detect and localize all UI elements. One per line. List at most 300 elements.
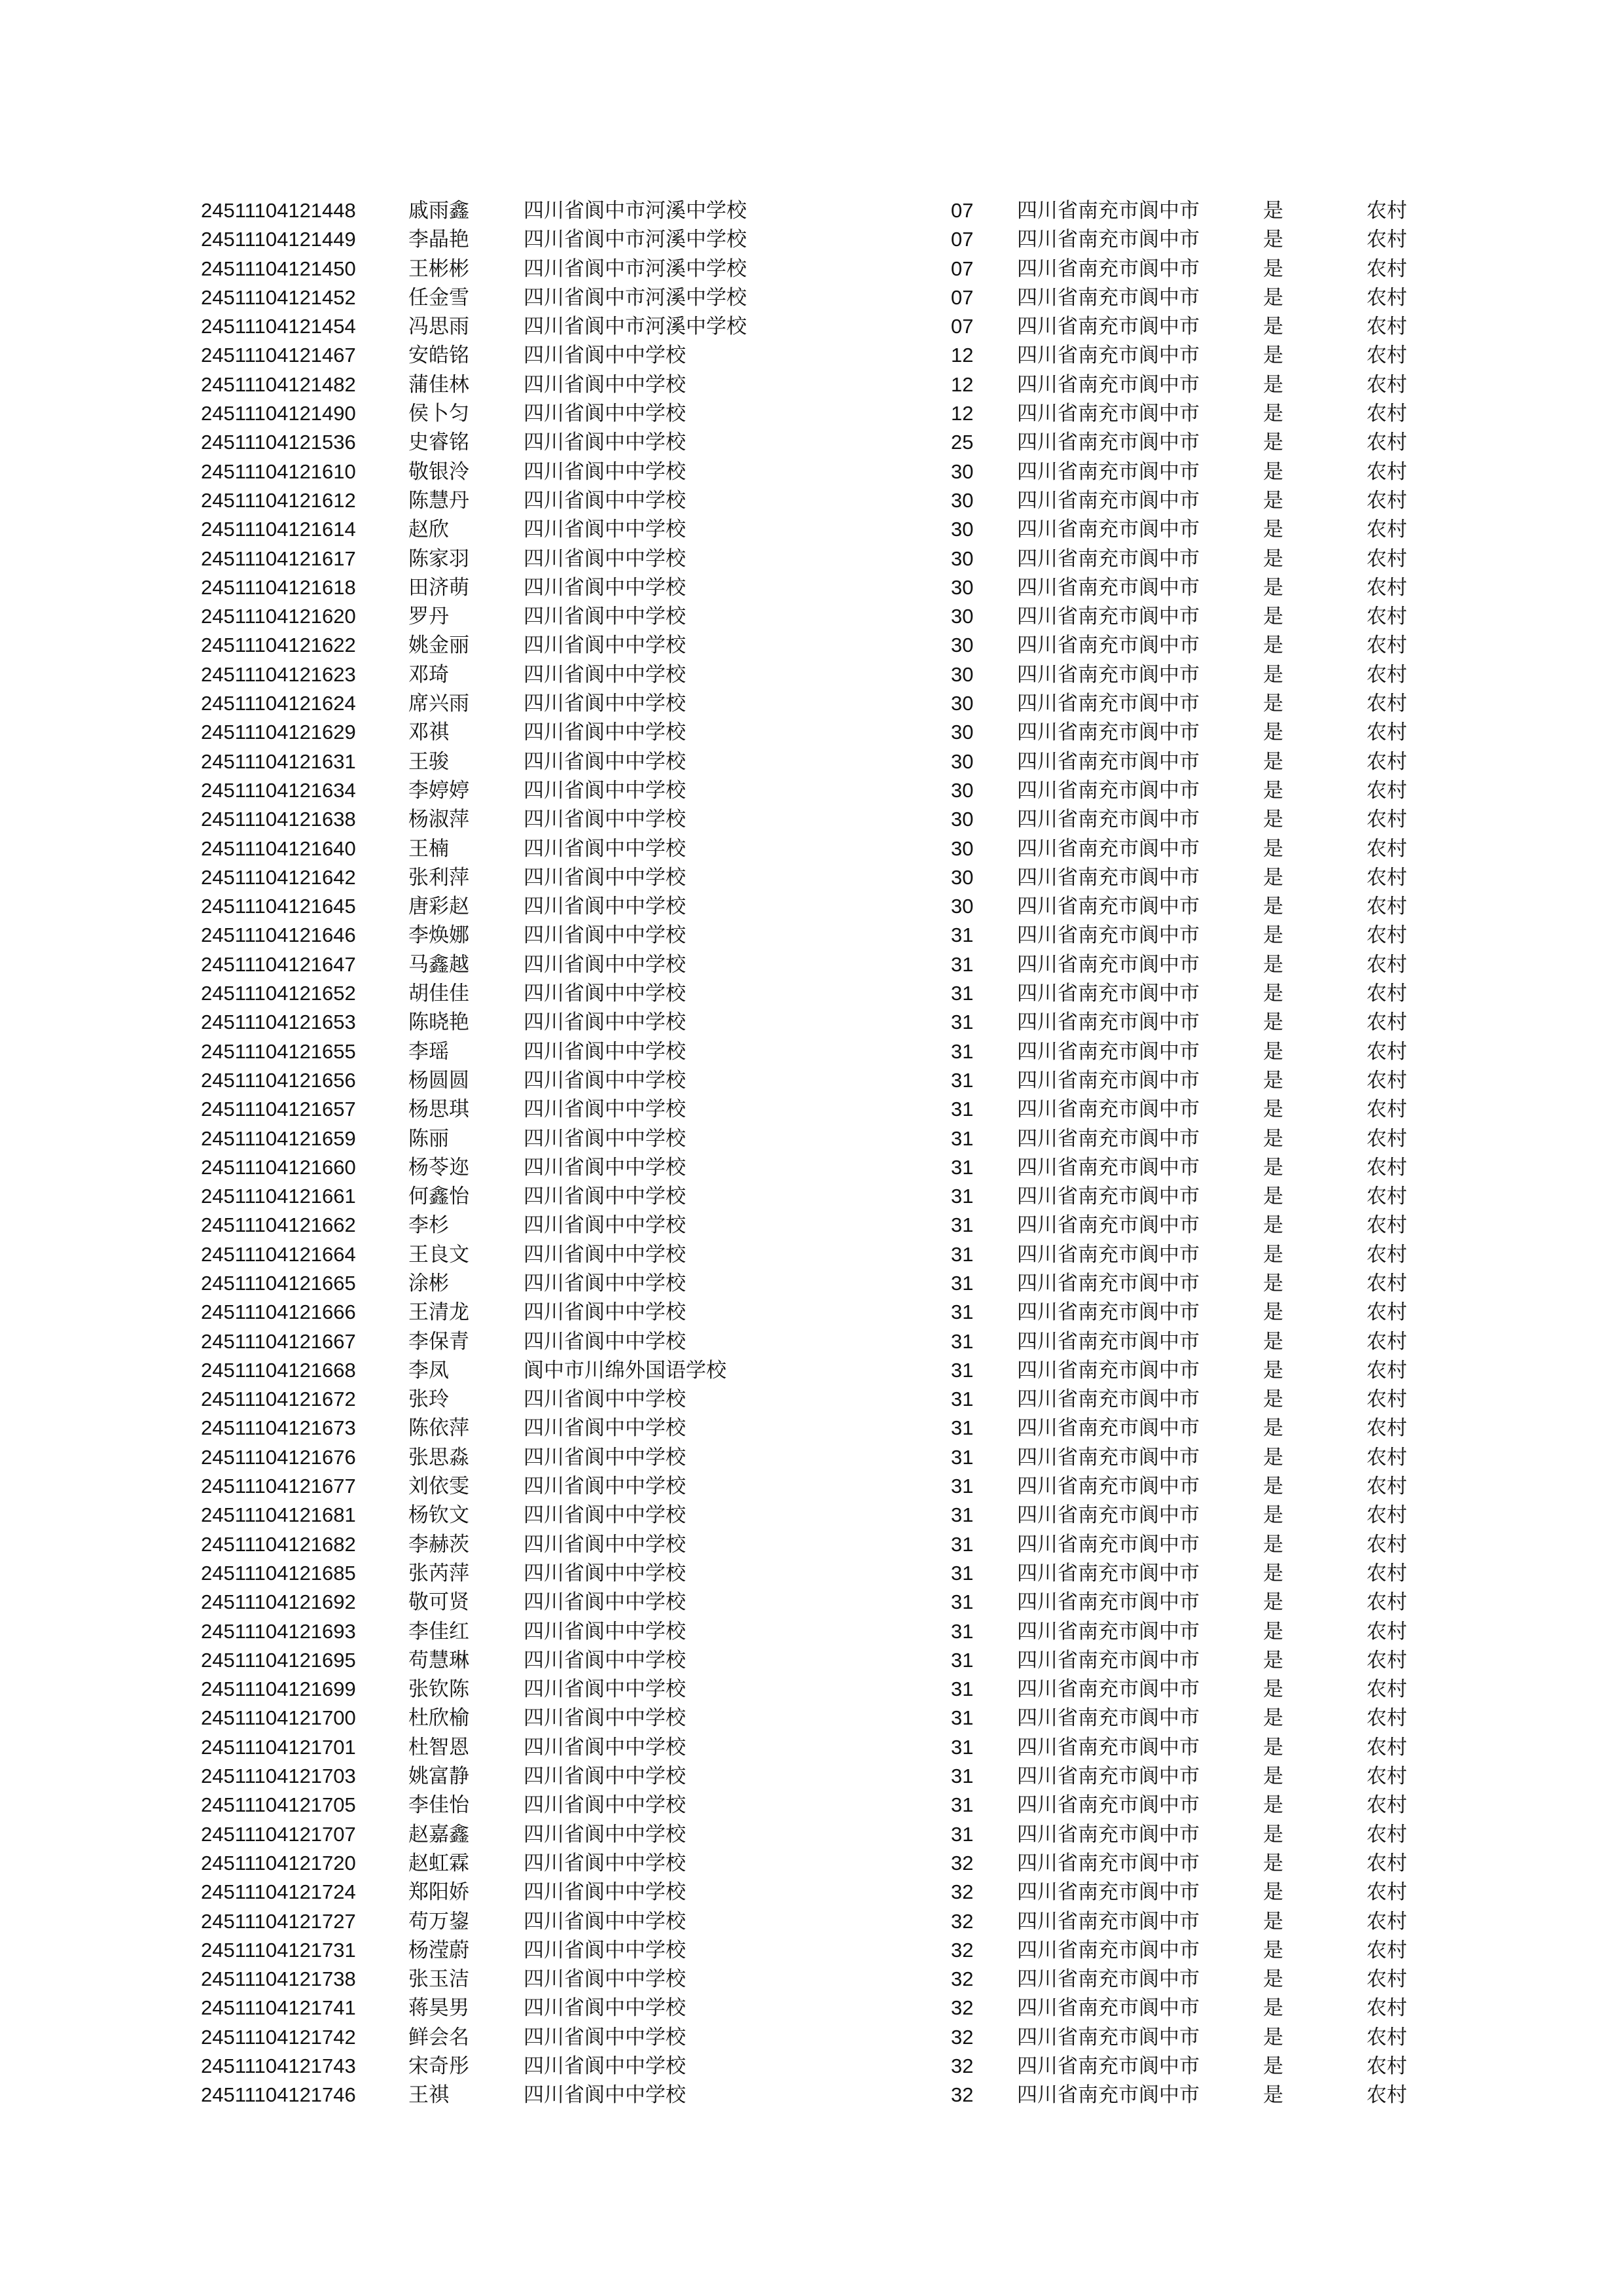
class-number: 31 bbox=[951, 1242, 974, 1266]
table-row bbox=[0, 1269, 1623, 1298]
student-name: 张利萍 bbox=[408, 865, 469, 889]
eligibility-flag: 是 bbox=[1263, 692, 1283, 716]
class-number: 31 bbox=[951, 1213, 974, 1237]
table-row bbox=[0, 515, 1623, 544]
class-number: 30 bbox=[951, 865, 974, 889]
class-number: 31 bbox=[951, 1416, 974, 1440]
region: 四川省南充市阆中市 bbox=[1017, 344, 1200, 368]
region: 四川省南充市阆中市 bbox=[1017, 285, 1200, 310]
student-name: 史睿铭 bbox=[408, 431, 469, 455]
student-name: 杨圆圆 bbox=[408, 1068, 469, 1092]
table-row bbox=[0, 1994, 1623, 2022]
student-name: 姚金丽 bbox=[408, 634, 469, 658]
eligibility-flag: 是 bbox=[1263, 721, 1283, 745]
region: 四川省南充市阆中市 bbox=[1017, 402, 1200, 426]
region: 四川省南充市阆中市 bbox=[1017, 1822, 1200, 1846]
table-row bbox=[0, 1762, 1623, 1791]
household-type: 农村 bbox=[1366, 1880, 1407, 1905]
region: 四川省南充市阆中市 bbox=[1017, 372, 1200, 397]
exam-id: 24511104121640 bbox=[201, 836, 356, 860]
class-number: 31 bbox=[951, 1532, 974, 1556]
class-number: 07 bbox=[951, 257, 974, 280]
region: 四川省南充市阆中市 bbox=[1017, 1039, 1200, 1064]
exam-id: 24511104121490 bbox=[201, 402, 356, 425]
eligibility-flag: 是 bbox=[1263, 1706, 1283, 1731]
eligibility-flag: 是 bbox=[1263, 1735, 1283, 1759]
region: 四川省南充市阆中市 bbox=[1017, 1532, 1200, 1556]
student-name: 宋奇彤 bbox=[408, 2054, 469, 2078]
household-type: 农村 bbox=[1366, 1213, 1407, 1238]
table-row bbox=[0, 863, 1623, 892]
class-number: 31 bbox=[951, 1590, 974, 1614]
eligibility-flag: 是 bbox=[1263, 2083, 1283, 2108]
class-number: 31 bbox=[951, 1329, 974, 1353]
exam-id: 24511104121657 bbox=[201, 1098, 356, 1121]
household-type: 农村 bbox=[1366, 1416, 1407, 1441]
table-row bbox=[0, 370, 1623, 399]
class-number: 32 bbox=[951, 1851, 974, 1874]
household-type: 农村 bbox=[1366, 1098, 1407, 1122]
exam-id: 24511104121623 bbox=[201, 662, 356, 686]
exam-id: 24511104121681 bbox=[201, 1503, 356, 1527]
household-type: 农村 bbox=[1366, 692, 1407, 716]
school-name: 四川省阆中市河溪中学校 bbox=[524, 199, 747, 223]
household-type: 农村 bbox=[1366, 1532, 1407, 1556]
student-name: 马鑫越 bbox=[408, 952, 469, 977]
student-name: 杨思琪 bbox=[408, 1098, 469, 1122]
exam-id: 24511104121731 bbox=[201, 1938, 356, 1962]
student-name: 李杉 bbox=[408, 1213, 449, 1238]
class-number: 31 bbox=[951, 1358, 974, 1382]
exam-id: 24511104121610 bbox=[201, 459, 356, 483]
household-type: 农村 bbox=[1366, 836, 1407, 861]
student-list bbox=[0, 196, 1623, 2110]
table-row bbox=[0, 1124, 1623, 1153]
class-number: 07 bbox=[951, 199, 974, 222]
eligibility-flag: 是 bbox=[1263, 1996, 1283, 2020]
class-number: 30 bbox=[951, 662, 974, 686]
table-row bbox=[0, 1588, 1623, 1617]
class-number: 31 bbox=[951, 1706, 974, 1730]
student-name: 张思淼 bbox=[408, 1445, 469, 1469]
household-type: 农村 bbox=[1366, 1590, 1407, 1615]
region: 四川省南充市阆中市 bbox=[1017, 2083, 1200, 2108]
class-number: 31 bbox=[951, 952, 974, 976]
region: 四川省南充市阆中市 bbox=[1017, 1242, 1200, 1266]
school-name: 四川省阆中中学校 bbox=[524, 1996, 686, 2020]
student-name: 任金雪 bbox=[408, 285, 469, 310]
class-number: 32 bbox=[951, 1967, 974, 1991]
school-name: 四川省阆中中学校 bbox=[524, 1329, 686, 1354]
table-row bbox=[0, 892, 1623, 921]
exam-id: 24511104121622 bbox=[201, 634, 356, 657]
class-number: 31 bbox=[951, 1011, 974, 1034]
school-name: 四川省阆中市河溪中学校 bbox=[524, 228, 747, 252]
eligibility-flag: 是 bbox=[1263, 1765, 1283, 1789]
school-name: 四川省阆中中学校 bbox=[524, 1561, 686, 1585]
exam-id: 24511104121645 bbox=[201, 895, 356, 918]
household-type: 农村 bbox=[1366, 1822, 1407, 1846]
eligibility-flag: 是 bbox=[1263, 749, 1283, 774]
exam-id: 24511104121620 bbox=[201, 605, 356, 628]
table-row bbox=[0, 399, 1623, 428]
school-name: 四川省阆中中学校 bbox=[524, 1735, 686, 1759]
table-row bbox=[0, 545, 1623, 573]
eligibility-flag: 是 bbox=[1263, 1503, 1283, 1528]
school-name: 四川省阆中中学校 bbox=[524, 1185, 686, 1209]
region: 四川省南充市阆中市 bbox=[1017, 431, 1200, 455]
eligibility-flag: 是 bbox=[1263, 575, 1283, 600]
exam-id: 24511104121449 bbox=[201, 228, 356, 251]
student-name: 陈依萍 bbox=[408, 1416, 469, 1441]
student-name: 赵虹霖 bbox=[408, 1851, 469, 1875]
school-name: 四川省阆中中学校 bbox=[524, 1011, 686, 1035]
exam-id: 24511104121662 bbox=[201, 1213, 356, 1237]
student-name: 陈家羽 bbox=[408, 547, 469, 571]
table-row bbox=[0, 1559, 1623, 1588]
eligibility-flag: 是 bbox=[1263, 1126, 1283, 1151]
class-number: 31 bbox=[951, 1735, 974, 1759]
table-row bbox=[0, 1066, 1623, 1095]
class-number: 30 bbox=[951, 547, 974, 570]
eligibility-flag: 是 bbox=[1263, 1967, 1283, 1992]
class-number: 32 bbox=[951, 1938, 974, 1962]
eligibility-flag: 是 bbox=[1263, 518, 1283, 542]
student-name: 蒋昊男 bbox=[408, 1996, 469, 2020]
class-number: 31 bbox=[951, 1677, 974, 1701]
class-number: 31 bbox=[951, 1039, 974, 1063]
class-number: 30 bbox=[951, 605, 974, 628]
eligibility-flag: 是 bbox=[1263, 1185, 1283, 1209]
eligibility-flag: 是 bbox=[1263, 1475, 1283, 1499]
table-row bbox=[0, 1791, 1623, 1820]
exam-id: 24511104121699 bbox=[201, 1677, 356, 1701]
household-type: 农村 bbox=[1366, 721, 1407, 745]
exam-id: 24511104121646 bbox=[201, 924, 356, 947]
exam-id: 24511104121652 bbox=[201, 982, 356, 1005]
eligibility-flag: 是 bbox=[1263, 1880, 1283, 1905]
eligibility-flag: 是 bbox=[1263, 1677, 1283, 1702]
household-type: 农村 bbox=[1366, 1996, 1407, 2020]
class-number: 31 bbox=[951, 1445, 974, 1469]
school-name: 四川省阆中中学校 bbox=[524, 402, 686, 426]
table-row bbox=[0, 1907, 1623, 1936]
student-name: 王清龙 bbox=[408, 1300, 469, 1325]
household-type: 农村 bbox=[1366, 1851, 1407, 1875]
eligibility-flag: 是 bbox=[1263, 808, 1283, 832]
school-name: 四川省阆中中学校 bbox=[524, 1213, 686, 1238]
region: 四川省南充市阆中市 bbox=[1017, 662, 1200, 687]
eligibility-flag: 是 bbox=[1263, 431, 1283, 455]
exam-id: 24511104121742 bbox=[201, 2025, 356, 2049]
household-type: 农村 bbox=[1366, 1648, 1407, 1672]
household-type: 农村 bbox=[1366, 344, 1407, 368]
eligibility-flag: 是 bbox=[1263, 1213, 1283, 1238]
household-type: 农村 bbox=[1366, 285, 1407, 310]
student-name: 王彬彬 bbox=[408, 257, 469, 281]
region: 四川省南充市阆中市 bbox=[1017, 1735, 1200, 1759]
table-row bbox=[0, 573, 1623, 602]
eligibility-flag: 是 bbox=[1263, 315, 1283, 339]
household-type: 农村 bbox=[1366, 1155, 1407, 1179]
table-row bbox=[0, 1936, 1623, 1965]
exam-id: 24511104121454 bbox=[201, 315, 356, 338]
region: 四川省南充市阆中市 bbox=[1017, 1967, 1200, 1992]
table-row bbox=[0, 457, 1623, 486]
class-number: 30 bbox=[951, 488, 974, 512]
table-row bbox=[0, 1008, 1623, 1037]
region: 四川省南充市阆中市 bbox=[1017, 1619, 1200, 1643]
table-row bbox=[0, 312, 1623, 341]
region: 四川省南充市阆中市 bbox=[1017, 1851, 1200, 1875]
exam-id: 24511104121743 bbox=[201, 2054, 356, 2077]
table-row bbox=[0, 1414, 1623, 1443]
student-name: 杜欣榆 bbox=[408, 1706, 469, 1731]
school-name: 四川省阆中中学校 bbox=[524, 1475, 686, 1499]
household-type: 农村 bbox=[1366, 2083, 1407, 2108]
class-number: 31 bbox=[951, 1475, 974, 1498]
class-number: 25 bbox=[951, 431, 974, 454]
school-name: 四川省阆中中学校 bbox=[524, 808, 686, 832]
student-name: 张玲 bbox=[408, 1388, 449, 1412]
household-type: 农村 bbox=[1366, 865, 1407, 889]
region: 四川省南充市阆中市 bbox=[1017, 315, 1200, 339]
student-name: 陈丽 bbox=[408, 1126, 449, 1151]
household-type: 农村 bbox=[1366, 459, 1407, 484]
class-number: 30 bbox=[951, 692, 974, 715]
household-type: 农村 bbox=[1366, 1388, 1407, 1412]
table-row bbox=[0, 341, 1623, 370]
student-name: 苟慧琳 bbox=[408, 1648, 469, 1672]
table-row bbox=[0, 1646, 1623, 1675]
class-number: 30 bbox=[951, 518, 974, 541]
region: 四川省南充市阆中市 bbox=[1017, 1765, 1200, 1789]
exam-id: 24511104121701 bbox=[201, 1735, 356, 1759]
eligibility-flag: 是 bbox=[1263, 1590, 1283, 1615]
exam-id: 24511104121673 bbox=[201, 1416, 356, 1440]
school-name: 四川省阆中中学校 bbox=[524, 1388, 686, 1412]
class-number: 30 bbox=[951, 721, 974, 744]
class-number: 32 bbox=[951, 2054, 974, 2077]
exam-id: 24511104121724 bbox=[201, 1880, 356, 1904]
household-type: 农村 bbox=[1366, 488, 1407, 512]
region: 四川省南充市阆中市 bbox=[1017, 836, 1200, 861]
household-type: 农村 bbox=[1366, 1358, 1407, 1382]
student-name: 李凤 bbox=[408, 1358, 449, 1382]
table-row bbox=[0, 689, 1623, 718]
region: 四川省南充市阆中市 bbox=[1017, 1300, 1200, 1325]
school-name: 四川省阆中中学校 bbox=[524, 1068, 686, 1092]
school-name: 四川省阆中中学校 bbox=[524, 344, 686, 368]
student-name: 王祺 bbox=[408, 2083, 449, 2108]
household-type: 农村 bbox=[1366, 1185, 1407, 1209]
student-name: 郑阳娇 bbox=[408, 1880, 469, 1905]
household-type: 农村 bbox=[1366, 1706, 1407, 1731]
school-name: 四川省阆中中学校 bbox=[524, 895, 686, 919]
household-type: 农村 bbox=[1366, 228, 1407, 252]
school-name: 四川省阆中中学校 bbox=[524, 1706, 686, 1731]
exam-id: 24511104121727 bbox=[201, 1909, 356, 1933]
household-type: 农村 bbox=[1366, 778, 1407, 802]
household-type: 农村 bbox=[1366, 1126, 1407, 1151]
school-name: 四川省阆中中学校 bbox=[524, 1445, 686, 1469]
school-name: 四川省阆中中学校 bbox=[524, 982, 686, 1006]
region: 四川省南充市阆中市 bbox=[1017, 575, 1200, 600]
household-type: 农村 bbox=[1366, 1938, 1407, 1962]
class-number: 32 bbox=[951, 1880, 974, 1904]
table-row bbox=[0, 428, 1623, 457]
class-number: 32 bbox=[951, 1996, 974, 2020]
class-number: 31 bbox=[951, 1271, 974, 1295]
student-name: 杨苓迩 bbox=[408, 1155, 469, 1179]
school-name: 四川省阆中中学校 bbox=[524, 2025, 686, 2049]
student-name: 冯思雨 bbox=[408, 315, 469, 339]
household-type: 农村 bbox=[1366, 1677, 1407, 1702]
student-name: 敬可贤 bbox=[408, 1590, 469, 1615]
class-number: 30 bbox=[951, 778, 974, 802]
household-type: 农村 bbox=[1366, 1909, 1407, 1933]
class-number: 12 bbox=[951, 402, 974, 425]
school-name: 四川省阆中中学校 bbox=[524, 1822, 686, 1846]
exam-id: 24511104121661 bbox=[201, 1185, 356, 1208]
table-row bbox=[0, 1733, 1623, 1762]
exam-id: 24511104121666 bbox=[201, 1300, 356, 1324]
student-name: 王骏 bbox=[408, 749, 449, 774]
class-number: 31 bbox=[951, 1098, 974, 1121]
household-type: 农村 bbox=[1366, 1967, 1407, 1992]
student-name: 罗丹 bbox=[408, 605, 449, 629]
exam-id: 24511104121482 bbox=[201, 372, 356, 396]
household-type: 农村 bbox=[1366, 895, 1407, 919]
table-row bbox=[0, 1356, 1623, 1385]
table-row bbox=[0, 1182, 1623, 1211]
region: 四川省南充市阆中市 bbox=[1017, 1677, 1200, 1702]
school-name: 四川省阆中中学校 bbox=[524, 634, 686, 658]
exam-id: 24511104121677 bbox=[201, 1475, 356, 1498]
school-name: 四川省阆中中学校 bbox=[524, 1155, 686, 1179]
region: 四川省南充市阆中市 bbox=[1017, 895, 1200, 919]
table-row bbox=[0, 776, 1623, 805]
school-name: 四川省阆中中学校 bbox=[524, 1098, 686, 1122]
class-number: 32 bbox=[951, 2025, 974, 2049]
class-number: 31 bbox=[951, 1793, 974, 1817]
eligibility-flag: 是 bbox=[1263, 1938, 1283, 1962]
exam-id: 24511104121676 bbox=[201, 1445, 356, 1469]
student-name: 鲜会名 bbox=[408, 2025, 469, 2049]
table-row bbox=[0, 1704, 1623, 1732]
household-type: 农村 bbox=[1366, 2025, 1407, 2049]
school-name: 四川省阆中中学校 bbox=[524, 575, 686, 600]
school-name: 四川省阆中中学校 bbox=[524, 1300, 686, 1325]
school-name: 四川省阆中中学校 bbox=[524, 1793, 686, 1818]
region: 四川省南充市阆中市 bbox=[1017, 199, 1200, 223]
exam-id: 24511104121536 bbox=[201, 431, 356, 454]
class-number: 31 bbox=[951, 1822, 974, 1846]
region: 四川省南充市阆中市 bbox=[1017, 1416, 1200, 1441]
household-type: 农村 bbox=[1366, 1735, 1407, 1759]
table-row bbox=[0, 834, 1623, 863]
eligibility-flag: 是 bbox=[1263, 199, 1283, 223]
region: 四川省南充市阆中市 bbox=[1017, 1648, 1200, 1672]
student-name: 李瑶 bbox=[408, 1039, 449, 1064]
exam-id: 24511104121693 bbox=[201, 1619, 356, 1643]
table-row bbox=[0, 255, 1623, 283]
region: 四川省南充市阆中市 bbox=[1017, 605, 1200, 629]
school-name: 四川省阆中中学校 bbox=[524, 1126, 686, 1151]
exam-id: 24511104121653 bbox=[201, 1011, 356, 1034]
student-name: 何鑫怡 bbox=[408, 1185, 469, 1209]
household-type: 农村 bbox=[1366, 952, 1407, 977]
eligibility-flag: 是 bbox=[1263, 2054, 1283, 2078]
school-name: 四川省阆中中学校 bbox=[524, 2054, 686, 2078]
class-number: 31 bbox=[951, 1765, 974, 1788]
school-name: 四川省阆中中学校 bbox=[524, 836, 686, 861]
household-type: 农村 bbox=[1366, 1475, 1407, 1499]
student-name: 张钦陈 bbox=[408, 1677, 469, 1702]
student-name: 涂彬 bbox=[408, 1271, 449, 1295]
household-type: 农村 bbox=[1366, 257, 1407, 281]
table-row bbox=[0, 1327, 1623, 1356]
school-name: 四川省阆中中学校 bbox=[524, 1039, 686, 1064]
school-name: 四川省阆中中学校 bbox=[524, 1967, 686, 1992]
student-name: 赵欣 bbox=[408, 518, 449, 542]
region: 四川省南充市阆中市 bbox=[1017, 1475, 1200, 1499]
school-name: 四川省阆中中学校 bbox=[524, 1851, 686, 1875]
exam-id: 24511104121746 bbox=[201, 2083, 356, 2107]
class-number: 31 bbox=[951, 1619, 974, 1643]
exam-id: 24511104121624 bbox=[201, 692, 356, 715]
table-row bbox=[0, 660, 1623, 689]
region: 四川省南充市阆中市 bbox=[1017, 1445, 1200, 1469]
region: 四川省南充市阆中市 bbox=[1017, 1590, 1200, 1615]
table-row bbox=[0, 602, 1623, 631]
region: 四川省南充市阆中市 bbox=[1017, 1271, 1200, 1295]
household-type: 农村 bbox=[1366, 634, 1407, 658]
region: 四川省南充市阆中市 bbox=[1017, 1880, 1200, 1905]
eligibility-flag: 是 bbox=[1263, 1271, 1283, 1295]
household-type: 农村 bbox=[1366, 808, 1407, 832]
household-type: 农村 bbox=[1366, 605, 1407, 629]
eligibility-flag: 是 bbox=[1263, 1532, 1283, 1556]
student-name: 田济萌 bbox=[408, 575, 469, 600]
student-name: 陈慧丹 bbox=[408, 488, 469, 512]
household-type: 农村 bbox=[1366, 662, 1407, 687]
eligibility-flag: 是 bbox=[1263, 924, 1283, 948]
eligibility-flag: 是 bbox=[1263, 778, 1283, 802]
eligibility-flag: 是 bbox=[1263, 1445, 1283, 1469]
school-name: 四川省阆中中学校 bbox=[524, 692, 686, 716]
eligibility-flag: 是 bbox=[1263, 1416, 1283, 1441]
class-number: 07 bbox=[951, 315, 974, 338]
school-name: 四川省阆中市河溪中学校 bbox=[524, 257, 747, 281]
student-name: 王良文 bbox=[408, 1242, 469, 1266]
class-number: 31 bbox=[951, 1561, 974, 1585]
eligibility-flag: 是 bbox=[1263, 605, 1283, 629]
region: 四川省南充市阆中市 bbox=[1017, 1126, 1200, 1151]
household-type: 农村 bbox=[1366, 924, 1407, 948]
class-number: 12 bbox=[951, 372, 974, 396]
eligibility-flag: 是 bbox=[1263, 344, 1283, 368]
student-name: 张玉洁 bbox=[408, 1967, 469, 1992]
region: 四川省南充市阆中市 bbox=[1017, 692, 1200, 716]
household-type: 农村 bbox=[1366, 1271, 1407, 1295]
household-type: 农村 bbox=[1366, 1561, 1407, 1585]
eligibility-flag: 是 bbox=[1263, 836, 1283, 861]
class-number: 31 bbox=[951, 924, 974, 947]
eligibility-flag: 是 bbox=[1263, 1329, 1283, 1354]
household-type: 农村 bbox=[1366, 1503, 1407, 1528]
school-name: 四川省阆中中学校 bbox=[524, 518, 686, 542]
